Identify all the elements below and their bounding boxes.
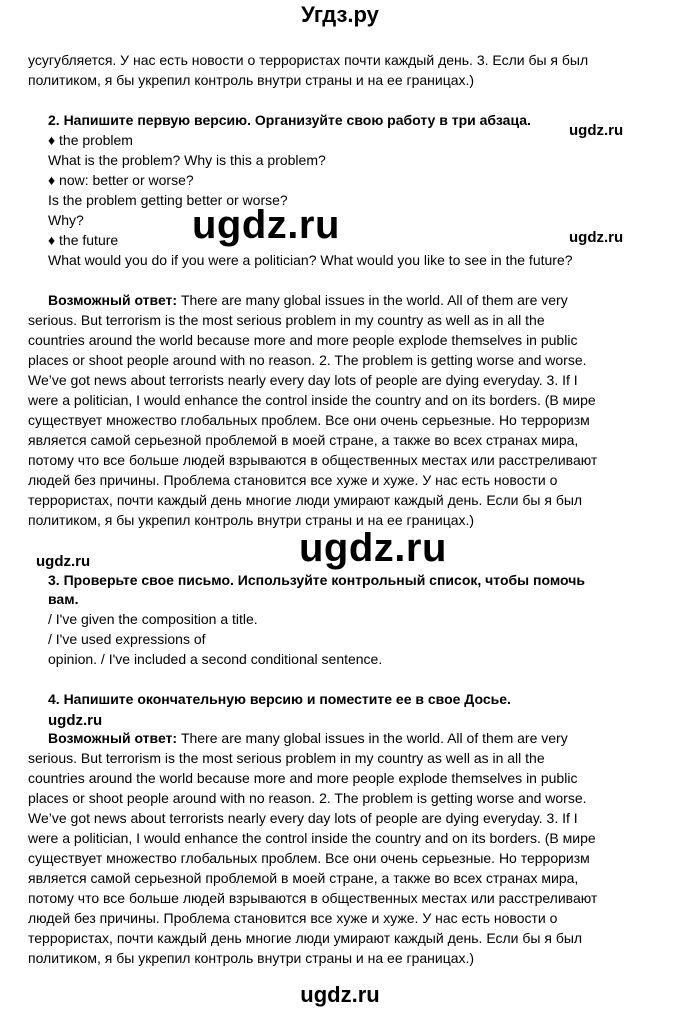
answer1-line: places or shoot people around with no reason. 2. The problem is getting worse and worse. [28,352,587,368]
answer2-line: We’ve got news about terrorists nearly every day lots of people are dying everyday. 3. If I [28,810,578,826]
answer1-line: потому что все больше людей взрываются в общественных местах или расстреливают [28,452,598,468]
answer1-line: людей без причины. Проблема становится все хуже и хуже. У нас есть новости о [28,472,558,488]
watermark-small: ugdz.ru [36,553,91,570]
footer-watermark: ugdz.ru [300,982,380,1007]
answer1-line: were a politician, I would enhance the control inside the country and on its borders. (В мире [28,392,596,408]
answer1-line: является самой серьезной проблемой в моей стране, а также во всех странах мира, [28,432,579,448]
intro-line-2: политиком, я бы укрепил контроль внутри страны и на ее границах.) [28,72,475,88]
intro-line-1: усугубляется. У нас есть новости о террористах почти каждый день. 3. Если бы я был [28,52,589,68]
answer2-line: places or shoot people around with no reason. 2. The problem is getting worse and worse. [28,790,587,806]
answer2-line: людей без причины. Проблема становится все хуже и хуже. У нас есть новости о [28,910,558,926]
task2-line: What is the problem? Why is this a problem? [48,152,326,168]
answer2-label: Возможный ответ: [48,730,178,746]
answer2-line: террористах, почти каждый день многие люди умирают каждый день. Если бы я был [28,930,583,946]
task3-checklist-item: opinion. / I've included a second conditional sentence. [48,651,383,667]
task4-heading: 4. Напишите окончательную версию и поместите ее в свое Досье. [48,691,511,707]
answer1-line: countries around the world because more and more people explode themselves in public [28,332,578,348]
task2-line: ♦ the problem [48,132,133,148]
answer2-line: политиком, я бы укрепил контроль внутри страны и на ее границах.) [28,950,475,966]
task2-heading: 2. Напишите первую версию. Организуйте свою работу в три абзаца. [48,112,531,128]
answer1-line: политиком, я бы укрепил контроль внутри страны и на ее границах.) [28,512,475,528]
answer2-first-line [48,729,568,749]
task2-line: ♦ the future [48,232,119,248]
watermark-large: ugdz.ru [299,526,447,570]
site-title: Угдз.ру [301,2,379,27]
task3-heading-line-2: вам. [48,591,79,607]
answer2-line: countries around the world because more and more people explode themselves in public [28,770,578,786]
task2-line: ♦ now: better or worse? [48,172,194,188]
task3-heading-line-1: 3. Проверьте свое письмо. Используйте контрольный список, чтобы помочь [48,572,585,588]
answer1-line: существует множество глобальных проблем. Все они очень серьезные. Но терроризм [28,412,590,428]
task2-line: Why? [48,212,84,228]
task2-line: What would you do if you were a politician? What would you like to see in the future? [48,252,573,268]
watermark-small: ugdz.ru [48,712,103,729]
answer1-line: We’ve got news about terrorists nearly every day lots of people are dying everyday. 3. If I [28,372,578,388]
answer2-line: потому что все больше людей взрываются в общественных местах или расстреливают [28,890,598,906]
answer2-first-line-text: There are many global issues in the world. All of them are very [177,730,568,746]
answer2-line: является самой серьезной проблемой в моей стране, а также во всех странах мира, [28,870,579,886]
answer1-first-line-text: There are many global issues in the world. All of them are very [177,292,568,308]
task3-checklist-item: / I've used expressions of [48,631,206,647]
answer1-line: serious. But terrorism is the most serious problem in my country as well as in all the [28,312,545,328]
watermark-small: ugdz.ru [569,229,624,246]
answer2-line: were a politician, I would enhance the control inside the country and on its borders. (В мире [28,830,596,846]
answer1-label: Возможный ответ: [48,292,178,308]
task2-line: Is the problem getting better or worse? [48,192,288,208]
answer1-first-line [48,291,568,311]
watermark-small: ugdz.ru [569,122,624,139]
answer1-line: террористах, почти каждый день многие люди умирают каждый день. Если бы я был [28,492,583,508]
answer2-line: serious. But terrorism is the most serious problem in my country as well as in all the [28,750,545,766]
task3-checklist-item: / I've given the composition a title. [48,611,258,627]
watermark-large: ugdz.ru [192,203,340,247]
answer2-line: существует множество глобальных проблем. Все они очень серьезные. Но терроризм [28,850,590,866]
